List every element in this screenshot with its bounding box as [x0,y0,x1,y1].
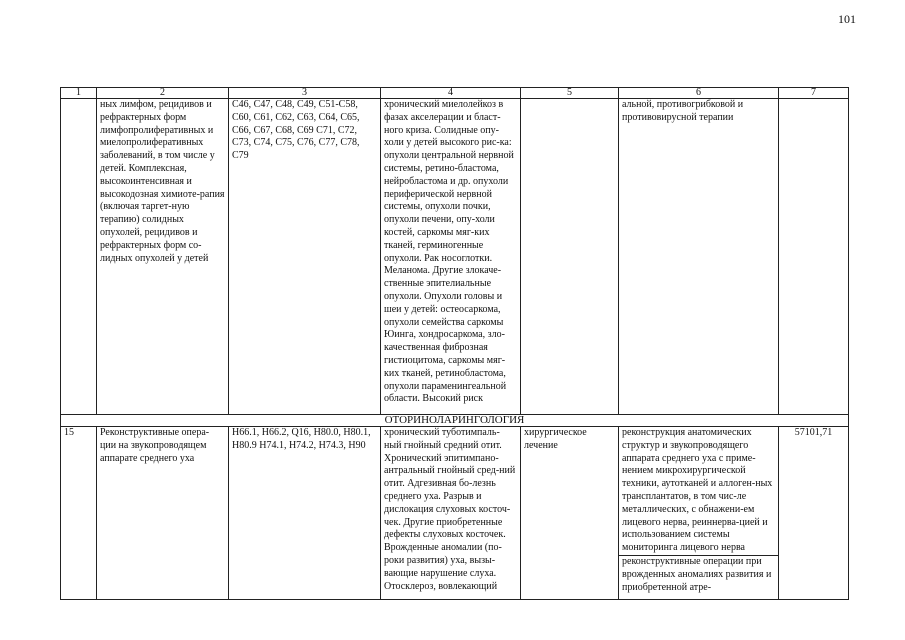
icd-codes-cell: H66.1, H66.2, Q16, H80.0, H80.1, H80.9 H74.1, H74.2, H74.3, H90 [229,427,381,600]
tariff-table [60,87,849,600]
col-number: 6 [619,88,779,99]
row-index: 15 [61,427,97,600]
cost-cell [779,99,849,415]
col-number: 5 [521,88,619,99]
col-number: 1 [61,88,97,99]
patient-model-cell: хронический миелолейкоз в фазах акселерации и бласт-ного криза. Солидные опу-холи у детей высокого рис-ка: опухоли центральной нервной системы, ретино-бластома, нейробластома и др. опухоли периферической нервной системы, опухоли почки, опухоли печени, опу-холи костей, саркомы мяг-ких тканей, герминогенные опухоли. Рак носоглотки. Меланома. Другие злокаче-ственные эпителиальные опухоли. Опухоли головы и шеи у детей: остеосаркома, опухоли семейства саркомы Юинга, хондросаркома, зло-качественная фиброзная гистиоцитома, саркомы мяг-ких тканей, ретинобластома, опухоли параменингеальной области. Высокий риск [381,99,521,415]
icd-codes-cell: C46, C47, C48, C49, C51-C58, C60, C61, C62, C63, C64, C65, C66, C67, C68, C69 C71, C72, C73, C74, C75, C76, C77, C78, C79 [229,99,381,415]
column-number-row [61,88,849,99]
patient-model-cell [381,427,521,600]
col-number: 7 [779,88,849,99]
table-row [61,99,849,415]
method-cell: альной, противогрибковой и противовирусной терапии [619,99,779,415]
col-number: 3 [229,88,381,99]
col-number: 2 [97,88,229,99]
care-type-cell: Реконструктивные опера-ции на звукопроводящем аппарате среднего уха [97,427,229,600]
patient-model-text: хронический туботимпаль-ный гнойный средний отит. Хронический эпитимпано-антральный гнойный сред-ний отит. Адгезивная бо-лезнь среднего уха. Разрыв и дислокация слуховых косточ-чек. Другие приобретенные дефекты слуховых косточек. Врожденные аномалии (по-роки развития) уха, вызы-вающие нарушение слуха. Отосклероз, вовлекающий [384,427,516,592]
treatment-type-cell [521,99,619,415]
method-cell [619,427,779,600]
section-row [61,415,849,427]
treatment-type-cell: хирургическое лечение [521,427,619,600]
method-text-continued: реконструктивные операции при врожденных аномалиях развития и приобретенной атре- [619,555,778,594]
cost-cell: 57101,71 [779,427,849,600]
care-type-cell: ных лимфом, рецидивов и рефрактерных форм лимфопролиферативных и миелопролиферативных заболеваний, в том числе у детей. Комплексная, высокоинтенсивная и высокодозная химиоте-рапия (включая таргет-ную терапию) солидных опухолей, рецидивов и рефрактерных форм со-лидных опухолей у детей [97,99,229,415]
row-index [61,99,97,415]
col-number: 4 [381,88,521,99]
table-row [61,427,849,600]
page-number: 101 [838,12,856,26]
section-title: ОТОРИНОЛАРИНГОЛОГИЯ [61,415,849,427]
method-text: реконструкция анатомических структур и звукопроводящего аппарата среднего уха с приме-нением микрохирургической техники, аутотканей и аллоген-ных трансплантатов, в том чис-ле металлических, с обнажени-ем лицевого нерва, реиннерва-цией и использованием системы мониторинга лицевого нерва [622,427,773,554]
